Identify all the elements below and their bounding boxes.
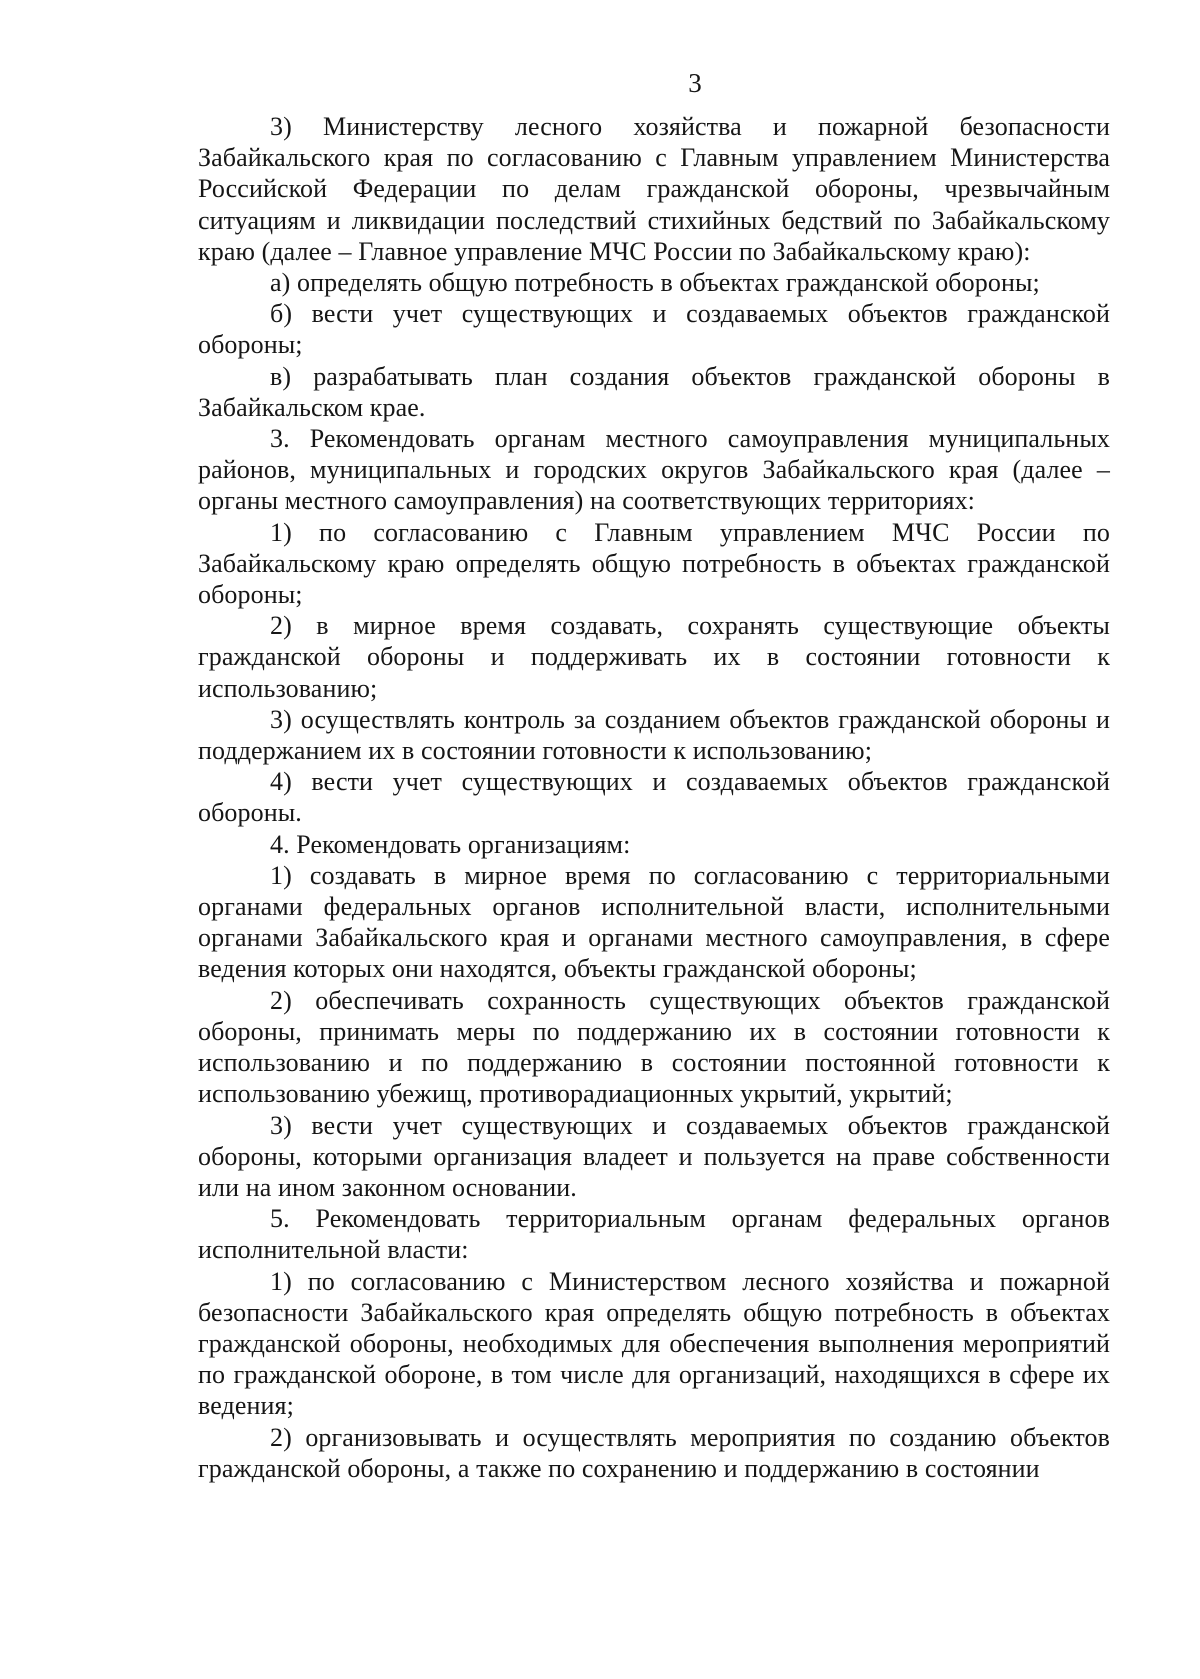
paragraph: 1) создавать в мирное время по согласованию с территориальными органами федеральных органов исполнительной власти, исполнительными органами Забайкальского края и органами местного самоуправления, в сфере ведения которых они находятся, объекты гражданской обороны; bbox=[198, 860, 1110, 984]
paragraph: 3. Рекомендовать органам местного самоуправления муниципальных районов, муниципальных и городских округов Забайкальского края (далее – органы местного самоуправления) на соответствующих территориях: bbox=[198, 424, 1110, 516]
paragraph: 1) по согласованию с Министерством лесного хозяйства и пожарной безопасности Забайкальского края определять общую потребность в объектах гражданской обороны, необходимых для обеспечения выполнения мероприятий по гражданской обороне, в том числе для организаций, находящихся в сфере их ведения; bbox=[198, 1266, 1110, 1421]
paragraph: 4) вести учет существующих и создаваемых объектов гражданской обороны. bbox=[198, 767, 1110, 828]
paragraph: 3) Министерству лесного хозяйства и пожарной безопасности Забайкальского края по согласованию с Главным управлением Министерства Российской Федерации по делам гражданской обороны, чрезвычайным ситуациям и ликвидации последствий стихийных бедствий по Забайкальскому краю (далее – Главное управление МЧС России по Забайкальскому краю): bbox=[198, 112, 1110, 266]
paragraph: 5. Рекомендовать территориальным органам федеральных органов исполнительной власти: bbox=[198, 1204, 1110, 1265]
paragraph: 1) по согласованию с Главным управлением МЧС России по Забайкальскому краю определять общую потребность в объектах гражданской обороны; bbox=[198, 517, 1110, 610]
paragraph: 4. Рекомендовать организациям: bbox=[270, 829, 631, 859]
paragraph: 3) вести учет существующих и создаваемых объектов гражданской обороны, которыми организация владеет и пользуется на праве собственности или на ином законном основании. bbox=[198, 1110, 1110, 1202]
page-number: 3 bbox=[688, 68, 702, 98]
paragraph: 2) организовывать и осуществлять мероприятия по созданию объектов гражданской обороны, а также по сохранению и поддержанию в состоянии bbox=[198, 1422, 1110, 1483]
paragraph: 2) в мирное время создавать, сохранять существующие объекты гражданской обороны и поддерживать их в состоянии готовности к использованию; bbox=[198, 611, 1110, 703]
paragraph: 3) осуществлять контроль за созданием объектов гражданской обороны и поддержанием их в состоянии готовности к использованию; bbox=[198, 704, 1110, 766]
paragraph: 2) обеспечивать сохранность существующих объектов гражданской обороны, принимать меры по поддержанию их в состоянии готовности к использованию и по поддержанию в состоянии постоянной готовности к использованию убежищ, противорадиационных укрытий, укрытий; bbox=[198, 985, 1110, 1109]
paragraph: б) вести учет существующих и создаваемых объектов гражданской обороны; bbox=[198, 299, 1110, 360]
paragraph: в) разрабатывать план создания объектов гражданской обороны в Забайкальском крае. bbox=[198, 361, 1110, 422]
document-body bbox=[198, 111, 1110, 1484]
paragraph: а) определять общую потребность в объектах гражданской обороны; bbox=[270, 268, 1040, 298]
